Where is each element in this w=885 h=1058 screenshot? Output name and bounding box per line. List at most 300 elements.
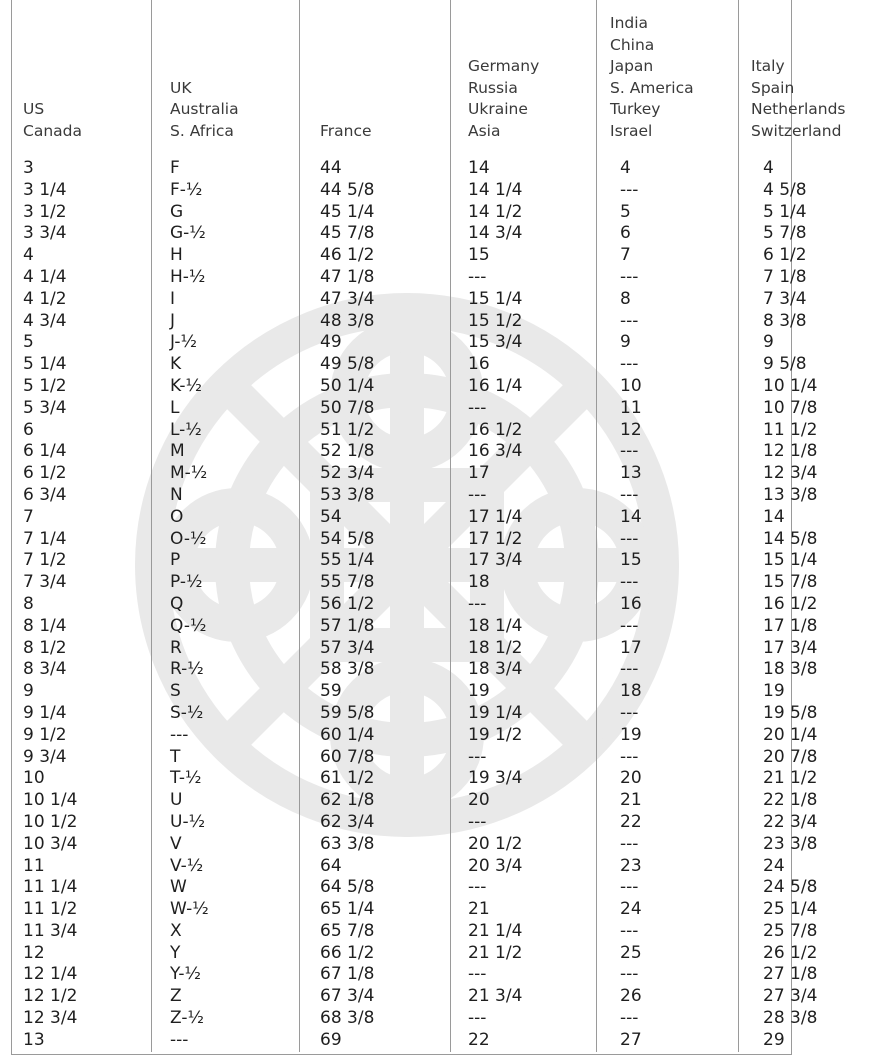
uk-size-cell: K-½ xyxy=(152,376,300,398)
table-row xyxy=(12,463,885,485)
us-canada-size-cell: 7 3/4 xyxy=(23,572,67,593)
france-size-cell: 69 xyxy=(300,1030,451,1052)
india-size-cell: 17 xyxy=(597,638,739,660)
india-size-cell: --- xyxy=(597,616,739,638)
france-size-cell: 63 3/8 xyxy=(300,834,451,856)
india-size-cell: 20 xyxy=(597,768,739,790)
header-line: Japan xyxy=(610,57,654,75)
us-canada-size-cell: 3 1/4 xyxy=(23,179,67,200)
us-canada-size-cell: 5 1/2 xyxy=(23,375,67,396)
france-size-cell: 47 3/4 xyxy=(300,289,451,311)
france-size-cell: 51 1/2 xyxy=(300,420,451,442)
germany-size-cell: --- xyxy=(451,398,597,420)
us-canada-size-cell: 7 1/2 xyxy=(23,550,67,571)
italy-size-cell: 25 7/8 xyxy=(739,921,885,943)
france-size-cell: 45 7/8 xyxy=(300,223,451,245)
germany-size-cell: 20 3/4 xyxy=(451,856,597,878)
italy-size-cell: 9 xyxy=(739,332,885,354)
germany-size-cell: 19 1/4 xyxy=(451,703,597,725)
germany-size-cell: 21 3/4 xyxy=(451,986,597,1008)
france-size-cell: 56 1/2 xyxy=(300,594,451,616)
us-canada-size-cell: 6 1/2 xyxy=(23,463,67,484)
india-size-cell: 23 xyxy=(597,856,739,878)
india-size-cell: --- xyxy=(597,921,739,943)
germany-size-cell: 15 xyxy=(451,245,597,267)
header-line: S. Africa xyxy=(170,121,234,140)
italy-size-cell: 10 7/8 xyxy=(739,398,885,420)
germany-size-cell: 16 3/4 xyxy=(451,441,597,463)
germany-size-cell: --- xyxy=(451,594,597,616)
germany-size-cell: --- xyxy=(451,964,597,986)
table-row xyxy=(12,311,885,333)
uk-size-cell: Z-½ xyxy=(152,1008,300,1030)
header-line: China xyxy=(610,35,655,54)
france-size-cell: 66 1/2 xyxy=(300,943,451,965)
uk-size-cell: Q xyxy=(152,594,300,616)
table-row xyxy=(12,289,885,311)
italy-size-cell: 11 1/2 xyxy=(739,420,885,442)
italy-size-cell: 19 xyxy=(739,681,885,703)
germany-size-cell: 19 1/2 xyxy=(451,725,597,747)
germany-size-cell: --- xyxy=(451,1008,597,1030)
india-size-cell: 16 xyxy=(597,594,739,616)
us-canada-size-cell: 9 xyxy=(23,681,34,702)
table-row xyxy=(12,877,885,899)
column-header-italy-spain-netherlands-switzerland xyxy=(739,0,885,150)
italy-size-cell: 12 1/8 xyxy=(739,441,885,463)
header-line: Netherlands xyxy=(751,100,846,118)
us-canada-size-cell: 4 3/4 xyxy=(23,310,67,331)
us-canada-size-cell: 3 xyxy=(23,158,34,178)
france-size-cell: 62 1/8 xyxy=(300,790,451,812)
india-size-cell: --- xyxy=(597,659,739,681)
india-size-cell: 21 xyxy=(597,790,739,812)
header-line: Germany xyxy=(468,57,540,75)
uk-size-cell: --- xyxy=(152,1030,300,1052)
us-canada-size-cell: 4 xyxy=(23,245,34,266)
us-canada-size-cell: 9 1/4 xyxy=(23,702,67,723)
italy-size-cell: 9 5/8 xyxy=(739,354,885,376)
france-size-cell: 54 5/8 xyxy=(300,529,451,551)
header-line: US xyxy=(23,100,45,118)
france-size-cell: 60 1/4 xyxy=(300,725,451,747)
uk-size-cell: J xyxy=(152,311,300,333)
uk-size-cell: P xyxy=(152,550,300,572)
france-size-cell: 52 1/8 xyxy=(300,441,451,463)
table-row xyxy=(12,834,885,856)
france-size-cell: 65 7/8 xyxy=(300,921,451,943)
uk-size-cell: M-½ xyxy=(152,463,300,485)
italy-size-cell: 6 1/2 xyxy=(739,245,885,267)
germany-size-cell: --- xyxy=(451,485,597,507)
germany-size-cell: 18 3/4 xyxy=(451,659,597,681)
us-canada-size-cell: 12 1/2 xyxy=(23,986,78,1007)
italy-size-cell: 16 1/2 xyxy=(739,594,885,616)
france-size-cell: 59 xyxy=(300,681,451,703)
uk-size-cell: X xyxy=(152,921,300,943)
italy-size-cell: 26 1/2 xyxy=(739,943,885,965)
germany-size-cell: 17 1/2 xyxy=(451,529,597,551)
header-line: S. America xyxy=(610,78,694,97)
italy-size-cell: 20 7/8 xyxy=(739,747,885,769)
uk-size-cell: Z xyxy=(152,986,300,1008)
germany-size-cell: --- xyxy=(451,877,597,899)
table-row xyxy=(12,420,885,442)
us-canada-size-cell: 6 1/4 xyxy=(23,441,67,462)
italy-size-cell: 27 1/8 xyxy=(739,964,885,986)
table-row xyxy=(12,986,885,1008)
germany-size-cell: 16 1/4 xyxy=(451,376,597,398)
france-size-cell: 52 3/4 xyxy=(300,463,451,485)
france-size-cell: 50 7/8 xyxy=(300,398,451,420)
uk-size-cell: H xyxy=(152,245,300,267)
italy-size-cell: 22 1/8 xyxy=(739,790,885,812)
uk-size-cell: F-½ xyxy=(152,180,300,202)
header-line: France xyxy=(320,121,372,140)
uk-size-cell: U xyxy=(152,790,300,812)
italy-size-cell: 28 3/8 xyxy=(739,1008,885,1030)
italy-size-cell: 15 1/4 xyxy=(739,550,885,572)
germany-size-cell: 14 1/4 xyxy=(451,180,597,202)
france-size-cell: 57 1/8 xyxy=(300,616,451,638)
header-line: Asia xyxy=(468,121,501,140)
uk-size-cell: Y-½ xyxy=(152,964,300,986)
italy-size-cell: 25 1/4 xyxy=(739,899,885,921)
france-size-cell: 49 5/8 xyxy=(300,354,451,376)
us-canada-size-cell: 6 xyxy=(23,419,34,440)
header-line: UK xyxy=(170,78,192,97)
italy-size-cell: 24 xyxy=(739,856,885,878)
france-size-cell: 55 1/4 xyxy=(300,550,451,572)
italy-size-cell: 22 3/4 xyxy=(739,812,885,834)
italy-size-cell: 5 7/8 xyxy=(739,223,885,245)
india-size-cell: 10 xyxy=(597,376,739,398)
table-row xyxy=(12,376,885,398)
germany-size-cell: --- xyxy=(451,747,597,769)
france-size-cell: 65 1/4 xyxy=(300,899,451,921)
india-size-cell: 15 xyxy=(597,550,739,572)
table-row xyxy=(12,441,885,463)
france-size-cell: 68 3/8 xyxy=(300,1008,451,1030)
us-canada-size-cell: 8 1/4 xyxy=(23,615,67,636)
india-size-cell: 14 xyxy=(597,507,739,529)
india-size-cell: --- xyxy=(597,703,739,725)
table-row xyxy=(12,485,885,507)
us-canada-size-cell: 4 1/4 xyxy=(23,266,67,287)
table-row xyxy=(12,747,885,769)
germany-size-cell: 17 xyxy=(451,463,597,485)
india-size-cell: 5 xyxy=(597,202,739,224)
table-row xyxy=(12,768,885,790)
us-canada-size-cell: 11 1/4 xyxy=(23,877,78,898)
germany-size-cell: 14 1/2 xyxy=(451,202,597,224)
uk-size-cell: S-½ xyxy=(152,703,300,725)
italy-size-cell: 5 1/4 xyxy=(739,202,885,224)
india-size-cell: --- xyxy=(597,267,739,289)
italy-size-cell: 21 1/2 xyxy=(739,768,885,790)
germany-size-cell: 14 3/4 xyxy=(451,223,597,245)
uk-size-cell: Q-½ xyxy=(152,616,300,638)
italy-size-cell: 7 3/4 xyxy=(739,289,885,311)
india-size-cell: 26 xyxy=(597,986,739,1008)
uk-size-cell: O xyxy=(152,507,300,529)
germany-size-cell: 17 1/4 xyxy=(451,507,597,529)
header-line: Ukraine xyxy=(468,100,528,118)
us-canada-size-cell: 4 1/2 xyxy=(23,288,67,309)
us-canada-size-cell: 10 1/4 xyxy=(23,790,78,811)
germany-size-cell: 21 1/4 xyxy=(451,921,597,943)
uk-size-cell: --- xyxy=(152,725,300,747)
uk-size-cell: T-½ xyxy=(152,768,300,790)
germany-size-cell: --- xyxy=(451,812,597,834)
header-line: Israel xyxy=(610,121,653,140)
us-canada-size-cell: 8 3/4 xyxy=(23,659,67,680)
table-row xyxy=(12,594,885,616)
italy-size-cell: 7 1/8 xyxy=(739,267,885,289)
ring-size-chart xyxy=(11,0,846,1055)
germany-size-cell: 22 xyxy=(451,1030,597,1052)
italy-size-cell: 29 xyxy=(739,1030,885,1052)
table-row xyxy=(12,1030,885,1052)
ring-size-table xyxy=(12,0,885,1052)
germany-size-cell: 15 3/4 xyxy=(451,332,597,354)
germany-size-cell: 19 3/4 xyxy=(451,768,597,790)
italy-size-cell: 20 1/4 xyxy=(739,725,885,747)
us-canada-size-cell: 13 xyxy=(23,1029,45,1050)
italy-size-cell: 17 3/4 xyxy=(739,638,885,660)
italy-size-cell: 12 3/4 xyxy=(739,463,885,485)
india-size-cell: --- xyxy=(597,441,739,463)
table-row xyxy=(12,899,885,921)
us-canada-size-cell: 10 1/2 xyxy=(23,811,78,832)
uk-size-cell: V xyxy=(152,834,300,856)
table-row xyxy=(12,703,885,725)
table-row xyxy=(12,180,885,202)
italy-size-cell: 8 3/8 xyxy=(739,311,885,333)
india-size-cell: 22 xyxy=(597,812,739,834)
header-line: India xyxy=(610,14,649,32)
france-size-cell: 54 xyxy=(300,507,451,529)
table-row xyxy=(12,398,885,420)
france-size-cell: 45 1/4 xyxy=(300,202,451,224)
table-row xyxy=(12,964,885,986)
india-size-cell: 13 xyxy=(597,463,739,485)
france-size-cell: 53 3/8 xyxy=(300,485,451,507)
us-canada-size-cell: 12 3/4 xyxy=(23,1008,78,1029)
us-canada-size-cell: 11 1/2 xyxy=(23,899,78,920)
germany-size-cell: 20 xyxy=(451,790,597,812)
header-line: Canada xyxy=(23,121,82,140)
india-size-cell: 7 xyxy=(597,245,739,267)
india-size-cell: 19 xyxy=(597,725,739,747)
table-row xyxy=(12,267,885,289)
uk-size-cell: N xyxy=(152,485,300,507)
table-row xyxy=(12,812,885,834)
table-row xyxy=(12,681,885,703)
table-row xyxy=(12,550,885,572)
us-canada-size-cell: 8 1/2 xyxy=(23,637,67,658)
us-canada-size-cell: 11 3/4 xyxy=(23,920,78,941)
france-size-cell: 67 1/8 xyxy=(300,964,451,986)
us-canada-size-cell: 9 3/4 xyxy=(23,746,67,767)
italy-size-cell: 14 5/8 xyxy=(739,529,885,551)
us-canada-size-cell: 3 3/4 xyxy=(23,223,67,244)
uk-size-cell: F xyxy=(152,150,300,180)
india-size-cell: --- xyxy=(597,572,739,594)
france-size-cell: 60 7/8 xyxy=(300,747,451,769)
india-size-cell: --- xyxy=(597,180,739,202)
uk-size-cell: K xyxy=(152,354,300,376)
header-line: Russia xyxy=(468,78,518,97)
uk-size-cell: R-½ xyxy=(152,659,300,681)
table-row xyxy=(12,856,885,878)
france-size-cell: 67 3/4 xyxy=(300,986,451,1008)
india-size-cell: 25 xyxy=(597,943,739,965)
india-size-cell: --- xyxy=(597,964,739,986)
table-row xyxy=(12,245,885,267)
germany-size-cell: 21 xyxy=(451,899,597,921)
us-canada-size-cell: 9 1/2 xyxy=(23,724,67,745)
germany-size-cell: 19 xyxy=(451,681,597,703)
table-row xyxy=(12,150,885,180)
germany-size-cell: 21 1/2 xyxy=(451,943,597,965)
italy-size-cell: 17 1/8 xyxy=(739,616,885,638)
italy-size-cell: 13 3/8 xyxy=(739,485,885,507)
italy-size-cell: 15 7/8 xyxy=(739,572,885,594)
us-canada-size-cell: 5 xyxy=(23,332,34,353)
india-size-cell: 6 xyxy=(597,223,739,245)
table-row xyxy=(12,223,885,245)
us-canada-size-cell: 8 xyxy=(23,593,34,614)
india-size-cell: 8 xyxy=(597,289,739,311)
italy-size-cell: 14 xyxy=(739,507,885,529)
us-canada-size-cell: 12 1/4 xyxy=(23,964,78,985)
us-canada-size-cell: 5 1/4 xyxy=(23,354,67,375)
india-size-cell: --- xyxy=(597,877,739,899)
italy-size-cell: 23 3/8 xyxy=(739,834,885,856)
india-size-cell: 4 xyxy=(597,150,739,180)
italy-size-cell: 4 5/8 xyxy=(739,180,885,202)
uk-size-cell: U-½ xyxy=(152,812,300,834)
us-canada-size-cell: 12 xyxy=(23,942,45,963)
uk-size-cell: W xyxy=(152,877,300,899)
india-size-cell: --- xyxy=(597,747,739,769)
column-header-us-canada xyxy=(12,0,152,150)
uk-size-cell: R xyxy=(152,638,300,660)
germany-size-cell: 14 xyxy=(451,150,597,180)
france-size-cell: 57 3/4 xyxy=(300,638,451,660)
india-size-cell: --- xyxy=(597,354,739,376)
france-size-cell: 55 7/8 xyxy=(300,572,451,594)
table-row xyxy=(12,790,885,812)
uk-size-cell: L xyxy=(152,398,300,420)
france-size-cell: 61 1/2 xyxy=(300,768,451,790)
header-line: Turkey xyxy=(610,100,661,118)
india-size-cell: --- xyxy=(597,485,739,507)
germany-size-cell: --- xyxy=(451,267,597,289)
us-canada-size-cell: 10 3/4 xyxy=(23,833,78,854)
india-size-cell: 9 xyxy=(597,332,739,354)
france-size-cell: 47 1/8 xyxy=(300,267,451,289)
uk-size-cell: P-½ xyxy=(152,572,300,594)
germany-size-cell: 16 xyxy=(451,354,597,376)
india-size-cell: --- xyxy=(597,834,739,856)
table-row xyxy=(12,638,885,660)
table-row xyxy=(12,529,885,551)
uk-size-cell: Y xyxy=(152,943,300,965)
table-row xyxy=(12,659,885,681)
france-size-cell: 59 5/8 xyxy=(300,703,451,725)
table-row xyxy=(12,921,885,943)
column-header-india-china-japan xyxy=(597,0,739,150)
france-size-cell: 58 3/8 xyxy=(300,659,451,681)
table-row xyxy=(12,354,885,376)
us-canada-size-cell: 7 1/4 xyxy=(23,528,67,549)
us-canada-size-cell: 3 1/2 xyxy=(23,201,67,222)
italy-size-cell: 24 5/8 xyxy=(739,877,885,899)
france-size-cell: 49 xyxy=(300,332,451,354)
germany-size-cell: 17 3/4 xyxy=(451,550,597,572)
uk-size-cell: M xyxy=(152,441,300,463)
column-header-france xyxy=(300,0,451,150)
france-size-cell: 44 5/8 xyxy=(300,180,451,202)
germany-size-cell: 15 1/2 xyxy=(451,311,597,333)
us-canada-size-cell: 7 xyxy=(23,506,34,527)
uk-size-cell: H-½ xyxy=(152,267,300,289)
germany-size-cell: 15 1/4 xyxy=(451,289,597,311)
table-row xyxy=(12,507,885,529)
italy-size-cell: 27 3/4 xyxy=(739,986,885,1008)
column-header-germany-russia-ukraine-asia xyxy=(451,0,597,150)
france-size-cell: 64 xyxy=(300,856,451,878)
table-row xyxy=(12,202,885,224)
france-size-cell: 64 5/8 xyxy=(300,877,451,899)
italy-size-cell: 18 3/8 xyxy=(739,659,885,681)
us-canada-size-cell: 6 3/4 xyxy=(23,484,67,505)
france-size-cell: 44 xyxy=(300,150,451,180)
italy-size-cell: 4 xyxy=(739,150,885,180)
header-line: Spain xyxy=(751,78,795,97)
uk-size-cell: L-½ xyxy=(152,420,300,442)
germany-size-cell: 20 1/2 xyxy=(451,834,597,856)
italy-size-cell: 10 1/4 xyxy=(739,376,885,398)
uk-size-cell: J-½ xyxy=(152,332,300,354)
uk-size-cell: S xyxy=(152,681,300,703)
uk-size-cell: O-½ xyxy=(152,529,300,551)
us-canada-size-cell: 10 xyxy=(23,768,45,789)
table-row xyxy=(12,1008,885,1030)
france-size-cell: 48 3/8 xyxy=(300,311,451,333)
india-size-cell: --- xyxy=(597,1008,739,1030)
india-size-cell: 18 xyxy=(597,681,739,703)
table-row xyxy=(12,943,885,965)
germany-size-cell: 18 xyxy=(451,572,597,594)
india-size-cell: 24 xyxy=(597,899,739,921)
uk-size-cell: W-½ xyxy=(152,899,300,921)
header-line: Italy xyxy=(751,57,785,75)
table-row xyxy=(12,725,885,747)
header-line: Australia xyxy=(170,100,239,118)
header-row xyxy=(12,0,885,150)
uk-size-cell: V-½ xyxy=(152,856,300,878)
table-row xyxy=(12,616,885,638)
size-rows xyxy=(12,150,885,1052)
italy-size-cell: 19 5/8 xyxy=(739,703,885,725)
india-size-cell: --- xyxy=(597,311,739,333)
france-size-cell: 62 3/4 xyxy=(300,812,451,834)
uk-size-cell: T xyxy=(152,747,300,769)
us-canada-size-cell: 11 xyxy=(23,855,45,876)
